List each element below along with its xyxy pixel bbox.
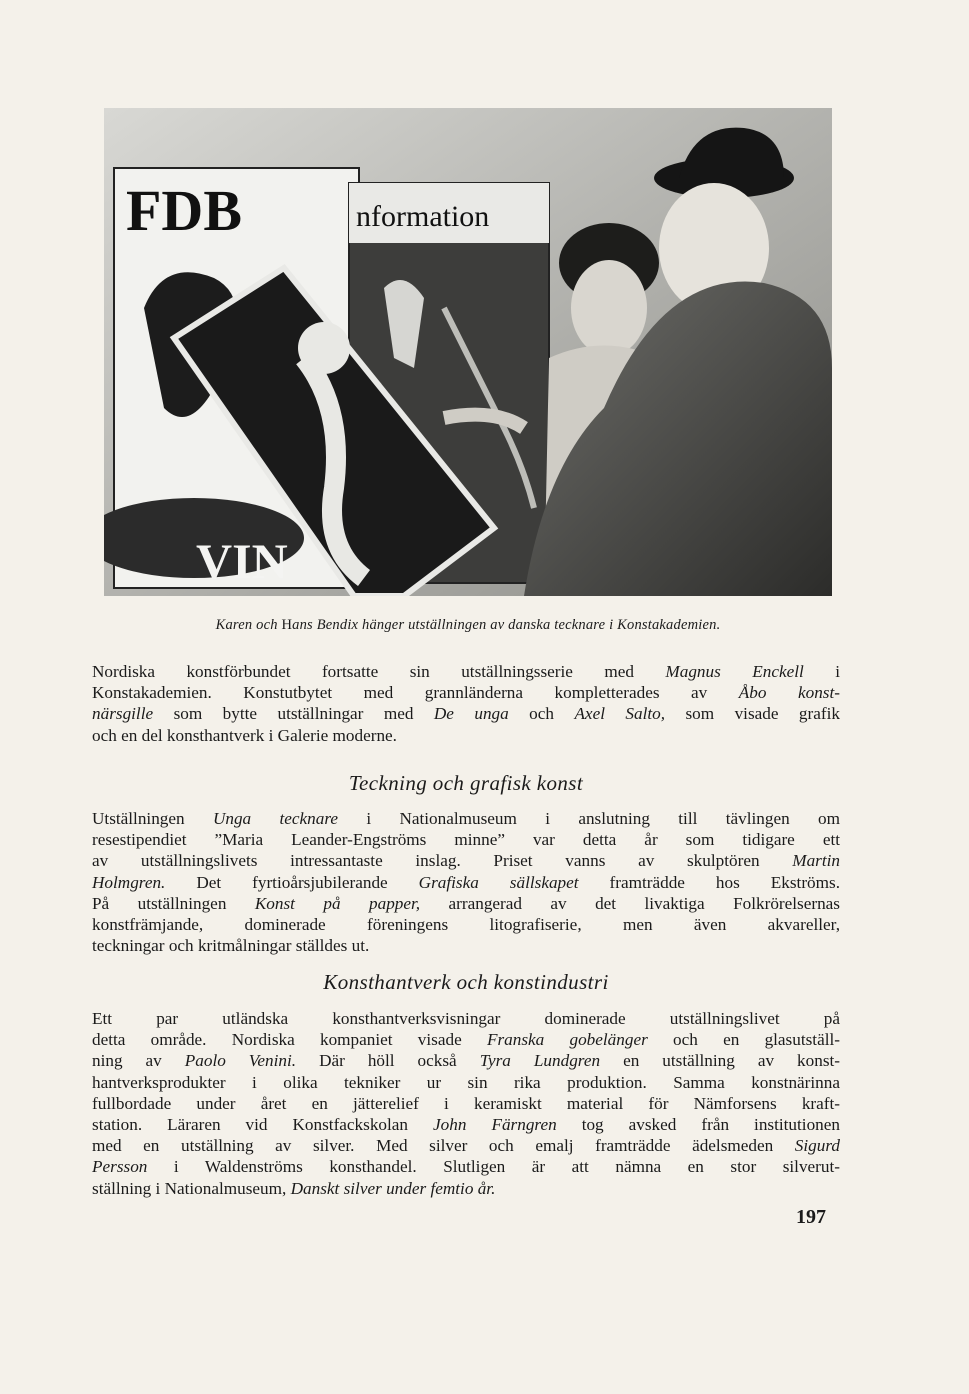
italic-segment: De unga <box>433 704 509 724</box>
text-line <box>92 829 840 850</box>
italic-segment: Danskt silver under femtio år. <box>290 1178 496 1198</box>
italic-segment: Konst på papper, <box>254 893 421 913</box>
text-segment: Utställningen <box>92 809 213 828</box>
exhibition-photo <box>104 108 832 596</box>
text-line <box>92 682 840 703</box>
text-segment: framträdde hos Ekströms. <box>578 872 841 892</box>
text-line <box>92 1029 840 1050</box>
poster-vin-text: VIN <box>196 533 288 589</box>
text-segment: Nordiska konstförbundet fortsatte sin utställningsserie med <box>92 662 666 681</box>
text-line <box>92 1072 840 1093</box>
italic-segment: John Färngren <box>433 1114 557 1134</box>
text-segment: tog avsked från institutionen <box>556 1114 840 1134</box>
text-line <box>92 661 840 682</box>
text-segment: På utställningen <box>92 893 255 913</box>
text-segment: som bytte utställningar med <box>153 704 434 724</box>
page-number: 197 <box>796 1206 826 1228</box>
text-line <box>92 914 840 935</box>
text-line <box>92 850 840 871</box>
italic-segment: Magnus Enckell <box>665 662 804 681</box>
text-segment: en utställning av konst- <box>600 1051 841 1071</box>
text-segment: arrangerad av det livaktiga Folkrörelsernas <box>420 893 840 913</box>
italic-segment: Franska gobelänger <box>486 1030 648 1050</box>
paragraph-teckning <box>92 808 840 956</box>
caption-part-1: Karen och <box>215 617 282 633</box>
text-segment: i <box>803 662 840 681</box>
text-line <box>92 1050 840 1071</box>
italic-segment: Holmgren. <box>92 872 166 892</box>
text-segment: Där höll också <box>296 1051 480 1071</box>
text-segment: Konstakademien. Konstutbytet med grannländerna kompletterades av <box>92 683 739 703</box>
text-segment: teckningar och kritmålningar ställdes ut. <box>92 936 370 956</box>
poster-information-text: nformation <box>356 200 490 233</box>
photo-caption <box>104 617 832 634</box>
italic-segment: Persson <box>92 1157 148 1177</box>
italic-segment: Martin <box>792 851 840 871</box>
italic-segment: närsgille <box>92 704 154 724</box>
text-line <box>92 1093 840 1114</box>
text-line <box>92 725 840 746</box>
text-segment: resestipendiet ”Maria Leander-Engströms minne” var detta år som tidigare ett <box>92 830 840 850</box>
text-line <box>92 872 840 893</box>
text-segment: och <box>508 704 575 724</box>
text-line <box>92 703 840 724</box>
heading-konsthantverk: Konsthantverk och konstindustri <box>323 970 609 994</box>
text-segment: station. Läraren vid Konstfackskolan <box>92 1114 434 1134</box>
text-segment: av utställningslivets intressantaste inslag. Priset vanns av skulptören <box>92 851 793 871</box>
text-segment: och en del konsthantverk i Galerie moderne. <box>92 725 397 745</box>
text-segment: med en utställning av silver. Med silver och emalj framträdde ädelsmeden <box>92 1136 795 1156</box>
heading-teckning: Teckning och grafisk konst <box>348 771 584 795</box>
text-segment: i Nationalmuseum i anslutning till tävlingen om <box>338 809 840 828</box>
poster-fdb-text: FDB <box>126 178 242 243</box>
text-segment: hantverksprodukter i olika tekniker ur sin rika produktion. Samma konstnärinna <box>92 1072 840 1092</box>
italic-segment: Axel Salto, <box>574 704 666 724</box>
text-line <box>92 893 840 914</box>
text-line <box>92 1114 840 1135</box>
text-segment: konstfrämjande, dominerade föreningens litografiserie, men även akvareller, <box>92 914 840 934</box>
italic-segment: Åbo konst- <box>738 683 840 703</box>
caption-part-2: H <box>281 617 293 633</box>
paragraph-enckell <box>92 661 840 746</box>
caption-part-3: ans Bendix hänger utställningen av danska tecknare i Konstakademien. <box>292 617 721 633</box>
text-segment: som visade grafik <box>665 704 840 724</box>
text-line <box>92 1156 840 1177</box>
text-segment: detta område. Nordiska kompaniet visade <box>92 1030 487 1050</box>
text-line <box>92 808 840 829</box>
text-segment: Det fyrtioårsjubilerande <box>165 872 419 892</box>
italic-segment: Sigurd <box>794 1136 840 1156</box>
text-segment: ställning i Nationalmuseum, <box>92 1178 291 1198</box>
text-segment: ning av <box>92 1051 185 1071</box>
italic-segment: Unga tecknare <box>212 809 339 828</box>
text-segment: och en glasutställ- <box>647 1030 840 1050</box>
italic-segment: Tyra Lundgren <box>479 1051 601 1071</box>
paragraph-konsthantverk <box>92 1008 840 1199</box>
italic-segment: Paolo Venini. <box>184 1051 297 1071</box>
text-line <box>92 935 840 956</box>
text-segment: i Waldenströms konsthandel. Slutligen är att nämna en stor silverut- <box>147 1157 840 1177</box>
text-line <box>92 1135 840 1156</box>
text-segment: fullbordade under året en jätterelief i keramiskt material för Nämforsens kraft- <box>92 1093 840 1113</box>
text-segment: Ett par utländska konsthantverksvisningar dominerade utställningslivet på <box>92 1009 840 1028</box>
text-line <box>92 1178 840 1199</box>
italic-segment: Grafiska sällskapet <box>418 872 579 892</box>
text-line <box>92 1008 840 1029</box>
